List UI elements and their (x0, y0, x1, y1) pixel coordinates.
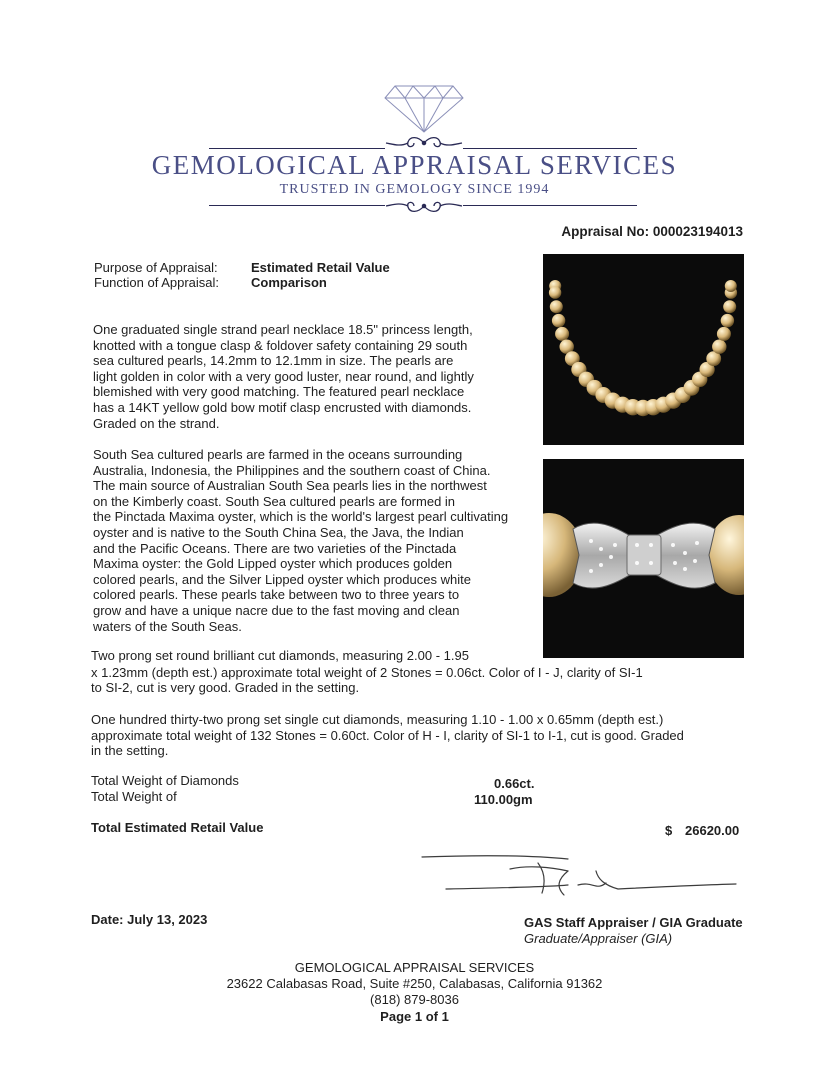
pearl (552, 314, 565, 327)
south-sea-line: Maxima oyster: the Gold Lipped oyster which produces golden (93, 556, 453, 572)
description-line: blemished with very good matching. The featured pearl necklace (93, 384, 465, 400)
pearl (725, 280, 737, 292)
description-line: has a 14KT yellow gold bow motif clasp encrusted with diamonds. (93, 399, 472, 415)
description-line: knotted with a tongue clasp & foldover safety containing 29 south (93, 337, 468, 353)
necklace-photo (543, 254, 744, 445)
description-line: light golden in color with a very good luster, near round, and lightly (93, 368, 474, 384)
header-rule-bottom-left (209, 205, 385, 206)
round-diamonds-line: x 1.23mm (depth est.) approximate total weight of 2 Stones = 0.06ct. Color of I - J, clarity of SI-1 (91, 664, 643, 680)
pearl (712, 340, 726, 354)
appraiser-title: GAS Staff Appraiser / GIA Graduate (524, 915, 743, 930)
pearl (723, 300, 736, 313)
round-diamonds-line: to SI-2, cut is very good. Graded in the setting. (91, 680, 360, 696)
description-line: Graded on the strand. (93, 415, 220, 431)
south-sea-line: grow and have a unique nacre due to the fast moving and clean (93, 602, 460, 618)
single-cut-line: in the setting. (91, 743, 169, 759)
ornament-bottom-icon (384, 197, 464, 215)
appraiser-signature (418, 845, 738, 900)
single-cut-line: approximate total weight of 132 Stones = 0.60ct. Color of H - I, clarity of SI-1 to I-1, cut is good. Graded (91, 727, 684, 743)
total-weight-value: 110.00gm (474, 792, 533, 807)
south-sea-line: waters of the South Seas. (93, 618, 242, 634)
page-number: Page 1 of 1 (380, 1009, 449, 1024)
south-sea-line: the Pinctada Maxima oyster, which is the world's largest pearl cultivating (93, 509, 509, 525)
pearl (717, 327, 731, 341)
company-name: GEMOLOGICAL APPRAISAL SERVICES (151, 150, 678, 180)
clasp-photo (543, 459, 744, 658)
purpose-value: Estimated Retail Value (251, 260, 390, 275)
function-label: Function of Appraisal: (94, 275, 220, 290)
single-cut-line: One hundred thirty-two prong set single cut diamonds, measuring 1.10 - 1.00 x 0.65mm (depth est.) (91, 712, 664, 727)
south-sea-paragraph (93, 447, 543, 634)
total-diamonds-value: 0.66ct. (494, 776, 535, 791)
appraisal-date: Date: July 13, 2023 (91, 912, 208, 927)
header-rule-top-left (209, 148, 385, 149)
south-sea-line: colored pearls. These pearls take between two to three years to (93, 587, 460, 603)
header-rule-top-right (463, 148, 637, 149)
south-sea-line: and the Pacific Oceans. There are two varieties of the Pinctada (93, 540, 457, 556)
south-sea-line: oyster and is native to the South China Sea, the Java, the Indian (93, 524, 464, 540)
pearl (549, 286, 561, 298)
purpose-label: Purpose of Appraisal: (94, 260, 218, 275)
description-line: sea cultured pearls, 14.2mm to 12.1mm in size. The pearls are (93, 353, 454, 369)
total-retail-label: Total Estimated Retail Value (91, 820, 264, 835)
total-diamonds-label: Total Weight of Diamonds (91, 773, 239, 788)
south-sea-line: on the Kimberly coast. South Sea cultured pearls are formed in (93, 493, 456, 509)
appraisal-number: Appraisal No: 000023194013 (561, 224, 743, 239)
footer-address: 23622 Calabasas Road, Suite #250, Calabasas, California 91362 (226, 976, 603, 991)
single-cut-diamonds-paragraph (91, 712, 731, 759)
retail-value: 26620.00 (685, 823, 740, 838)
diamond-logo-icon (383, 84, 465, 134)
footer-phone: (818) 879-8036 (370, 992, 459, 1007)
header-rule-bottom-right (463, 205, 637, 206)
appraiser-subtitle: Graduate/Appraiser (GIA) (524, 931, 673, 946)
south-sea-line: Australia, Indonesia, the Philippines and the southern coast of China. (93, 462, 491, 478)
pearl (550, 300, 563, 313)
description-paragraph (93, 322, 533, 431)
round-diamonds-paragraph (91, 648, 731, 696)
retail-currency: $ (665, 823, 673, 838)
footer-company: GEMOLOGICAL APPRAISAL SERVICES (294, 960, 535, 975)
round-diamonds-line: Two prong set round brilliant cut diamonds, measuring 2.00 - 1.95 (91, 648, 469, 663)
function-value: Comparison (251, 275, 327, 290)
pearl (721, 314, 734, 327)
total-weight-label: Total Weight of (91, 789, 177, 804)
company-tagline: TRUSTED IN GEMOLOGY SINCE 1994 (279, 182, 550, 197)
south-sea-line: The main source of Australian South Sea pearls lies in the northwest (93, 478, 487, 494)
pearl (555, 327, 569, 341)
south-sea-line: South Sea cultured pearls are farmed in the oceans surrounding (93, 447, 463, 462)
description-line: One graduated single strand pearl necklace 18.5" princess length, (93, 322, 473, 337)
south-sea-line: colored pearls, and the Silver Lipped oyster which produces white (93, 571, 471, 587)
